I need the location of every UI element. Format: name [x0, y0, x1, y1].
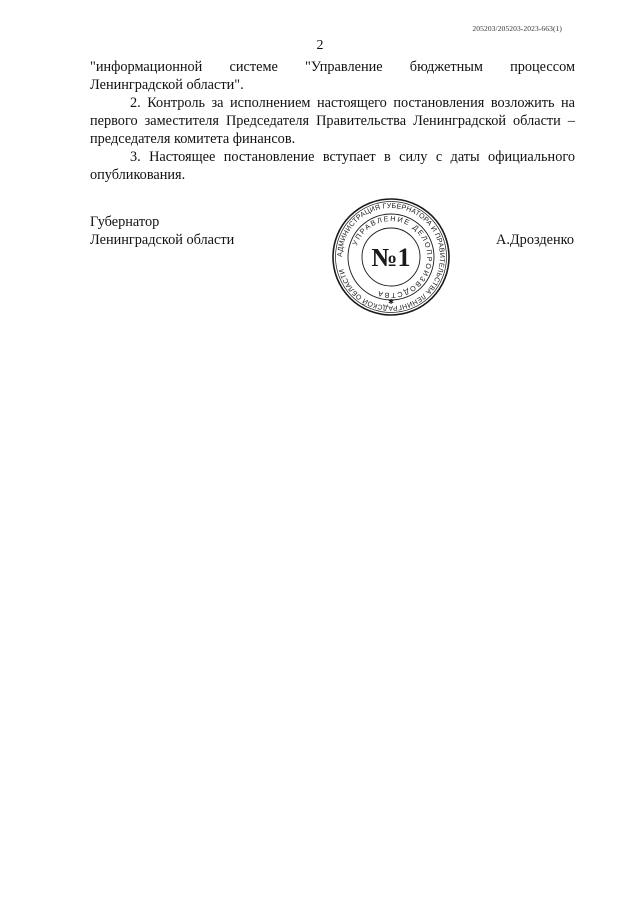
- document-id: 205203/205203-2023-663(1): [472, 24, 562, 33]
- official-seal: [330, 196, 452, 318]
- signatory-position-line-1: Губернатор: [90, 214, 160, 230]
- seal-outer-text: АДМИНИСТРАЦИЯ ГУБЕРНАТОРА И ПРАВИТЕЛЬСТВА ЛЕНИНГРАДСКОЙ ОБЛАСТИ: [336, 202, 446, 312]
- signatory-position-line-2: Ленинградской области: [90, 232, 235, 248]
- signatory-name: А.Дрозденко: [496, 232, 574, 248]
- paragraph-3: 3. Настоящее постановление вступает в силу с даты официального опубликования.: [90, 149, 575, 183]
- paragraph-1-line-2: Ленинградской области".: [90, 77, 244, 93]
- document-body: [90, 58, 575, 184]
- seal-star-icon: ✱: [388, 298, 394, 306]
- signatory-position: [90, 213, 234, 249]
- seal-inner-text: УПРАВЛЕНИЕ ДЕЛОПРОИЗВОДСТВА: [350, 213, 435, 301]
- page-number: 2: [316, 38, 324, 53]
- seal-center-text: №1: [371, 243, 411, 272]
- paragraph-1-line-1: "информационной системе "Управление бюджетным процессом: [90, 59, 575, 75]
- paragraph-2: 2. Контроль за исполнением настоящего постановления возложить на первого заместителя Председателя Правительства Ленинградской области – председателя комитета финансов.: [90, 95, 575, 147]
